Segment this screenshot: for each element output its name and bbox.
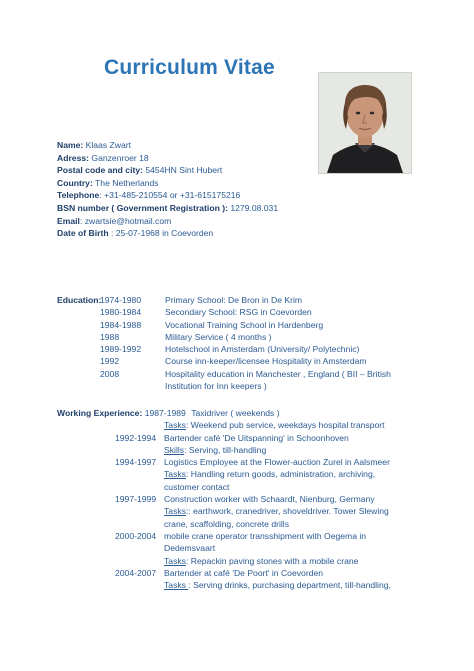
date-of-birth-row: Date of Birth : 25-07-1968 in Coevorden <box>57 228 214 239</box>
bsn-row: BSN number ( Government Registration ): 1279.08.031 <box>57 202 279 213</box>
education-item: 2008 Hospitality education in Manchester , England ( BII – British <box>100 368 391 379</box>
email-row: Email: zwartsie@hotmail.com <box>57 215 172 226</box>
address-row: Adress: Ganzenroer 18 <box>57 152 149 163</box>
education-item: 1989-1992 Hotelschool in Amsterdam (University/ Polytechnic) <box>100 344 360 355</box>
country-row: Country: The Netherlands <box>57 177 159 188</box>
work-item: 1997-1999 Construction worker with Schaardt, Nienburg, Germany <box>115 494 375 505</box>
work-heading: Working Experience: <box>57 408 143 418</box>
telephone-row: Telephone: +31-485-210554 or +31-615175216 <box>57 190 241 201</box>
work-tasks: Tasks: Handling return goods, administration, archiving, <box>164 469 376 480</box>
work-item: Working Experience: 1987-1989 Taxidriver ( weekends ) <box>57 408 280 418</box>
work-experience-section <box>57 407 457 591</box>
education-section <box>57 294 391 392</box>
education-item: Education: 1974-1980 Primary School: De Bron in De Krim <box>57 295 303 305</box>
work-item: 2004-2007 Bartender at café 'De Poort' in Coevorden <box>115 567 324 578</box>
postal-code-row: Postal code and city: 5454HN Sint Hubert <box>57 165 223 176</box>
work-tasks-continued: crane, scaffolding, concrete drills <box>164 518 289 529</box>
document-title: Curriculum Vitae <box>104 56 275 79</box>
work-tasks-continued: customer contact <box>164 481 230 492</box>
work-item: 1992-1994 Bartender café 'De Uitspanning' in Schoonhoven <box>115 432 349 443</box>
education-heading: Education: <box>57 295 102 305</box>
work-item: 1994-1997 Logistics Employee at the Flower-auction Zurel in Aalsmeer <box>115 457 390 468</box>
personal-details <box>57 139 278 240</box>
education-item: 1984-1988 Vocational Training School in Hardenberg <box>100 319 324 330</box>
education-item: 1980-1984 Secondary School: RSG in Coevorden <box>100 307 312 318</box>
education-item: 1988 Military Service ( 4 months ) <box>100 331 272 342</box>
work-tasks: Tasks: Repackin paving stones with a mobile crane <box>164 555 359 566</box>
work-tasks: Tasks:: earthwork, cranedriver, shoveldriver. Tower Slewing <box>164 506 389 517</box>
profile-photo <box>318 72 412 174</box>
work-desc-continued: Dedemsvaart <box>164 543 216 554</box>
work-tasks: Tasks : Serving drinks, purchasing department, till-handling, <box>164 580 391 591</box>
education-item-continued: Institution for Inn keepers ) <box>165 381 267 392</box>
education-item: 1992 Course inn-keeper/licensee Hospitality in Amsterdam <box>100 356 367 367</box>
name-row: Name: Klaas Zwart <box>57 140 132 150</box>
work-tasks: Skills: Serving, till-handling <box>164 444 267 455</box>
work-tasks: Tasks: Weekend pub service, weekdays hospital transport <box>164 420 385 431</box>
work-item: 2000-2004 mobile crane operator transshipment with Oegema in <box>115 530 367 541</box>
